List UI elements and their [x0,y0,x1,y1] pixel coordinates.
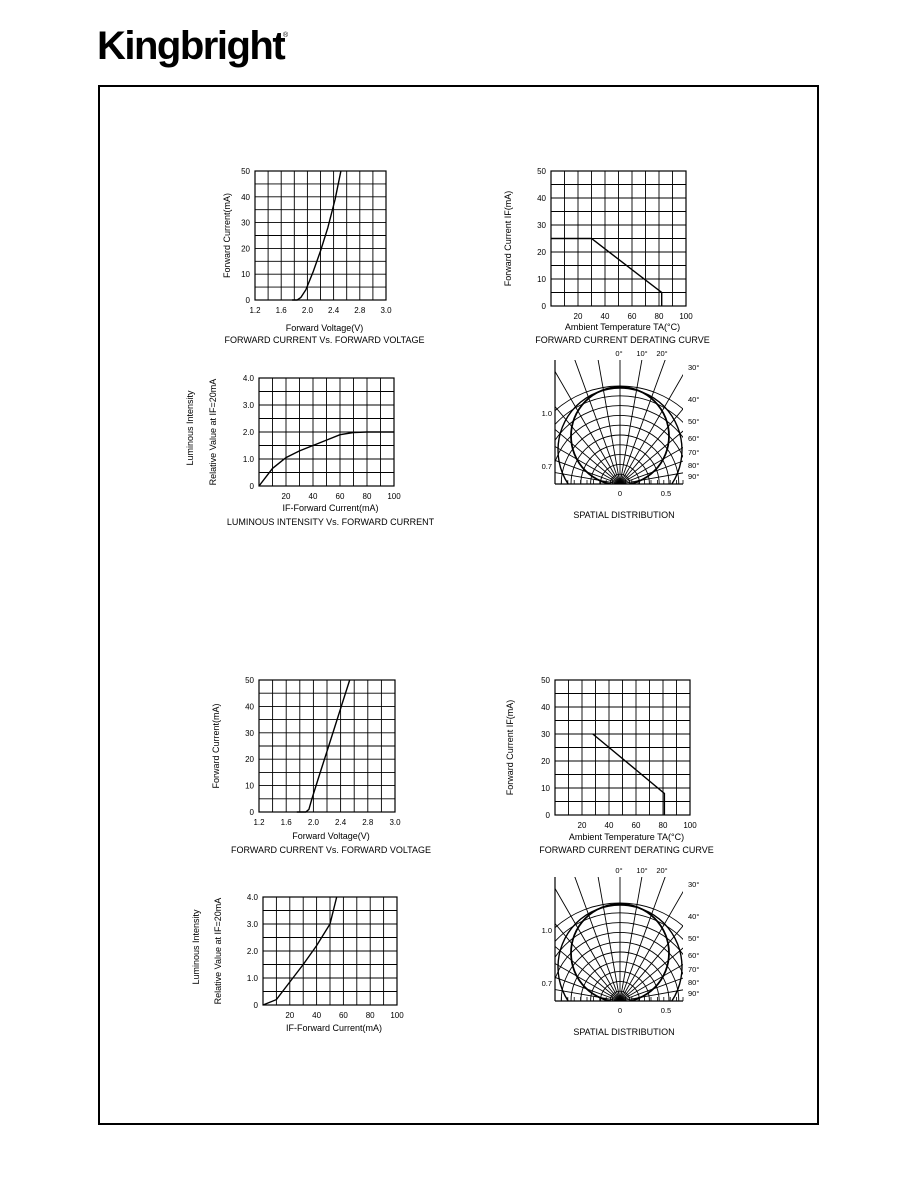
y-tick-label: 4.0 [242,374,254,383]
y-tick-label: 10 [245,781,254,791]
y-tick-label: 50 [245,676,254,685]
polar-angle-label: 20° [656,866,668,875]
y-tick-label: 0 [541,302,546,311]
chart-5 [211,676,431,855]
chart-title: FORWARD CURRENT DERATING CURVE [539,845,714,855]
polar-angle-label: 80° [688,978,700,987]
polar-angle-label: 70° [688,448,700,457]
polar-x-label: 0.5 [660,1006,672,1015]
chart-8 [480,861,760,1099]
x-tick-label: 2.0 [307,818,319,827]
chart-title: SPATIAL DISTRIBUTION [573,510,675,520]
x-tick-label: 20 [573,312,583,321]
y-tick-label: 1.0 [242,455,254,464]
polar-angle-label: 20° [656,349,668,358]
polar-x-label: 0 [617,1006,623,1015]
y-tick-label: 30 [241,218,250,228]
x-tick-label: 60 [338,1011,348,1020]
polar-angle-label: 90° [688,472,700,481]
y-tick-label: 50 [541,676,550,685]
chart-grid [555,680,690,815]
x-tick-label: 40 [600,312,610,321]
polar-angle-label: 30° [688,880,700,889]
y-tick-label: 40 [245,702,254,712]
chart-grid [255,171,386,300]
x-tick-label: 20 [281,492,291,501]
polar-r-label: 0.7 [541,979,552,988]
polar-x-label: 0 [617,489,623,498]
polar-r-label: 1.0 [541,409,552,418]
x-tick-label: 20 [577,821,587,830]
y-tick-label: 30 [245,728,254,738]
x-tick-label: 1.6 [280,818,292,827]
polar-angle-label: 30° [688,363,700,372]
polar-angle-label: 40° [688,395,700,404]
x-axis-label: Forward Voltage(V) [285,323,364,333]
polar-angle-label: 70° [688,965,700,974]
y-tick-label: 10 [241,270,250,280]
x-tick-label: 100 [683,821,697,830]
polar-r-label: 0.7 [541,462,552,471]
y-tick-label: 40 [241,192,250,202]
x-tick-label: 100 [679,312,693,321]
y-tick-label: 40 [541,703,550,712]
x-tick-label: 100 [387,492,401,501]
y-tick-label: 3.0 [246,920,258,929]
polar-x-label: 0.5 [660,489,672,498]
y-tick-label: 50 [241,167,250,176]
y-axis-label: Forward Current IF(mA) [505,699,515,796]
polar-angle-label: 50° [688,934,700,943]
chart-title: LUMINOUS INTENSITY Vs. FORWARD CURRENT [226,517,435,527]
polar-angle-label: 10° [636,349,648,358]
chart-3 [185,374,435,527]
y-tick-label: 20 [537,248,546,257]
polar-angle-label: 90° [688,989,700,998]
x-tick-label: 40 [308,492,318,501]
chart-grid [259,680,395,812]
polar-angle-label: 60° [688,434,700,443]
y-tick-label: 0 [545,811,550,820]
x-tick-label: 80 [362,492,372,501]
chart-7 [191,893,404,1033]
x-tick-label: 2.8 [354,306,366,315]
x-tick-label: 1.2 [253,818,265,827]
y-axis-label-secondary: Luminous Intensity [191,909,201,985]
chart-1 [222,167,425,345]
x-tick-label: 60 [627,312,637,321]
y-tick-label: 4.0 [246,893,258,902]
y-tick-label: 3.0 [242,401,254,410]
polar-angle-label: 10° [636,866,648,875]
polar-angle-label: 60° [688,951,700,960]
y-tick-label: 10 [537,275,546,284]
x-tick-label: 20 [285,1011,295,1020]
x-tick-label: 40 [312,1011,322,1020]
y-tick-label: 2.0 [242,428,254,437]
chart-grid [263,897,397,1005]
x-tick-label: 2.4 [328,306,340,315]
x-tick-label: 100 [390,1011,404,1020]
chart-title: SPATIAL DISTRIBUTION [573,1027,675,1037]
x-tick-label: 1.6 [275,306,287,315]
polar-r-label: 1.0 [541,926,552,935]
x-axis-label: Ambient Temperature TA(°C) [564,322,681,332]
y-tick-label: 0 [249,808,254,817]
polar-plot [480,861,760,1099]
y-tick-label: 2.0 [246,947,258,956]
x-tick-label: 2.8 [362,818,374,827]
x-tick-label: 80 [654,312,664,321]
y-axis-label: Relative Value at IF=20mA [213,897,223,1005]
x-tick-label: 60 [335,492,345,501]
chart-title: FORWARD CURRENT DERATING CURVE [535,335,710,345]
x-axis-label: IF-Forward Current(mA) [285,1023,383,1033]
y-tick-label: 20 [241,244,250,254]
chart-4 [480,344,760,582]
chart-6 [505,676,714,855]
y-tick-label: 10 [541,784,550,793]
y-tick-label: 30 [541,730,550,739]
y-tick-label: 0 [249,482,254,491]
y-axis-label-secondary: Luminous Intensity [185,390,195,466]
y-axis-label: Forward Current(mA) [222,192,232,279]
x-tick-label: 1.2 [249,306,261,315]
x-axis-label: Ambient Temperature TA(°C) [568,832,685,842]
polar-plot [480,344,760,582]
x-tick-label: 80 [365,1011,375,1020]
y-tick-label: 40 [537,194,546,203]
polar-angle-label: 50° [688,417,700,426]
polar-angle-label: 0° [615,349,623,358]
chart-title: FORWARD CURRENT Vs. FORWARD VOLTAGE [230,845,432,855]
y-tick-label: 50 [537,167,546,176]
x-tick-label: 3.0 [389,818,401,827]
chart-2 [503,167,710,345]
x-axis-label: IF-Forward Current(mA) [282,503,379,513]
polar-angle-label: 0° [615,866,623,875]
x-tick-label: 2.0 [301,306,313,315]
x-tick-label: 2.4 [335,818,347,827]
polar-angle-label: 40° [688,912,700,921]
y-tick-label: 0 [253,1001,258,1010]
y-axis-label: Forward Current IF(mA) [503,190,513,287]
x-tick-label: 80 [658,821,668,830]
x-tick-label: 60 [631,821,641,830]
chart-title: FORWARD CURRENT Vs. FORWARD VOLTAGE [224,335,425,345]
y-tick-label: 20 [541,757,550,766]
registered-mark: ® [283,32,289,39]
polar-angle-label: 80° [688,461,700,470]
x-tick-label: 3.0 [380,306,392,315]
y-tick-label: 30 [537,221,546,230]
kingbright-logo: Kingbright [97,24,285,68]
y-tick-label: 1.0 [246,974,258,983]
x-axis-label: Forward Voltage(V) [292,831,370,841]
y-axis-label: Forward Current(mA) [211,703,221,789]
y-tick-label: 20 [245,755,254,765]
x-tick-label: 40 [604,821,614,830]
y-axis-label: Relative Value at IF=20mA [208,378,218,486]
y-tick-label: 0 [245,296,250,305]
